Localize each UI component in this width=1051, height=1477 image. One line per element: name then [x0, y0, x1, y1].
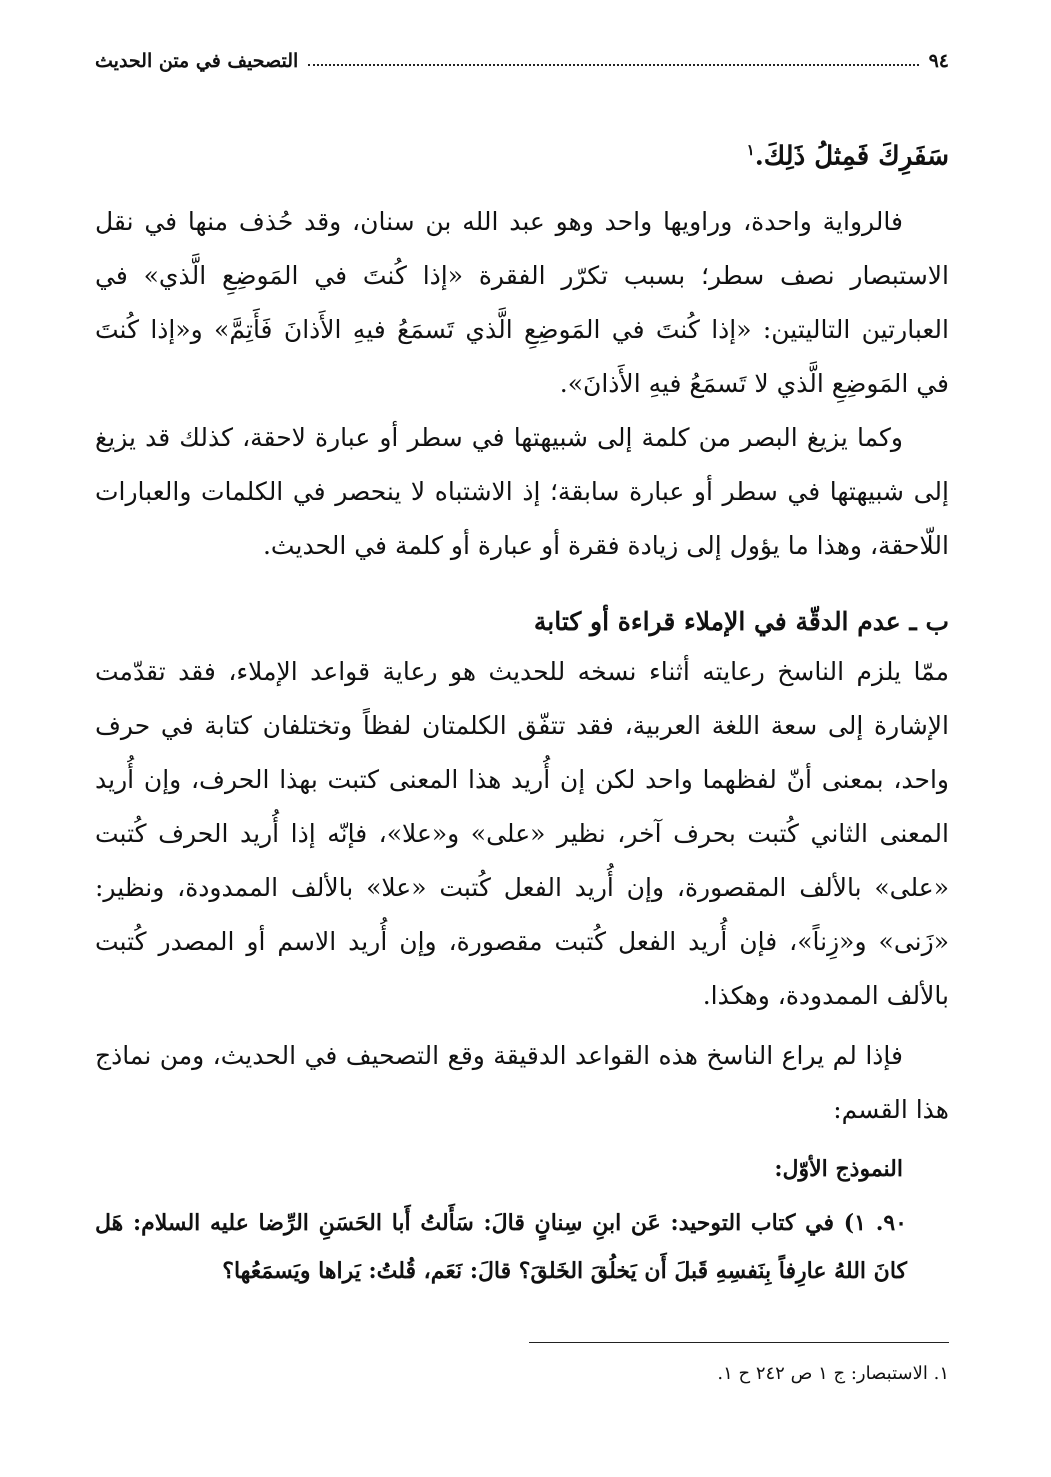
section-subheading: ب ـ عدم الدقّة في الإملاء قراءة أو كتابة	[533, 606, 949, 636]
footnote: ١. الاستبصار: ج ١ ص ٢٤٢ ح ١.	[717, 1363, 949, 1384]
footnote-divider	[529, 1342, 949, 1343]
footnote-marker: ١	[746, 141, 755, 159]
header-leader-dots	[308, 64, 918, 66]
quoted-text-end	[95, 130, 949, 177]
page-header	[95, 38, 949, 72]
model-label: النموذج الأوّل:	[774, 1155, 903, 1182]
hadith-text: ٩٠. ١) في كتاب التوحيد: عَن ابنِ سِنانٍ قالَ: سَأَلتُ أَبا الحَسَنِ الرِّضا عليه السلام: هَل كانَ اللهُ عارِفاً بِنَفسِهِ قَبلَ أَن يَخلُقَ الخَلقَ؟ قالَ: نَعَم، قُلتُ: يَراها ويَسمَعُها؟	[95, 1209, 907, 1284]
page-number: ٩٤	[928, 50, 949, 72]
quoted-text: سَفَرِكَ فَمِثلُ ذَلِكَ.	[754, 141, 949, 172]
paragraph-3: ممّا يلزم الناسخ رعايته أثناء نسخه للحديث هو رعاية قواعد الإملاء، فقد تقدّمت الإشارة إلى سعة اللغة العربية، فقد تتفّق الكلمتان لفظاً وتختلفان كتابة في حرف واحد، بمعنى أنّ لفظهما واحد لكن إن أُريد هذا المعنى كتبت بهذا الحرف، وإن أُريد المعنى الثاني كُتبت بحرف آخر، نظير «على» و«علا»، فإنّه إذا أُريد الحرف كُتبت «على» بالألف المقصورة، وإن أُريد الفعل كُتبت «علا» بالألف الممدودة، ونظير: «زَنى» و«زِناً»، فإن أُريد الفعل كُتبت مقصورة، وإن أُريد الاسم أو المصدر كُتبت بالألف الممدودة، وهكذا.	[95, 656, 949, 1010]
book-page	[95, 38, 949, 1437]
paragraph-2: وكما يزيغ البصر من كلمة إلى شبيهتها في سطر أو عبارة لاحقة، كذلك قد يزيغ إلى شبيهتها في سطر أو عبارة سابقة؛ إذ الاشتباه لا ينحصر في الكلمات والعبارات اللّاحقة، وهذا ما يؤول إلى زيادة فقرة أو عبارة أو كلمة في الحديث.	[95, 422, 949, 560]
paragraph-4: فإذا لم يراع الناسخ هذه القواعد الدقيقة وقع التصحيف في الحديث، ومن نماذج هذا القسم:	[95, 1040, 949, 1124]
running-title: التصحيف في متن الحديث	[95, 50, 299, 72]
paragraph-1: فالرواية واحدة، وراويها واحد وهو عبد الله بن سنان، وقد حُذف منها في نقل الاستبصار نصف سطر؛ بسبب تكرّر الفقرة «إذا كُنتَ في المَوضِعِ الَّذي» في العبارتين التاليتين: «إذا كُنتَ في المَوضِعِ الَّذي تَسمَعُ فيهِ الأَذانَ فَأَتِمَّ» و«إذا كُنتَ في المَوضِعِ الَّذي لا تَسمَعُ فيهِ الأَذانَ».	[95, 206, 949, 398]
